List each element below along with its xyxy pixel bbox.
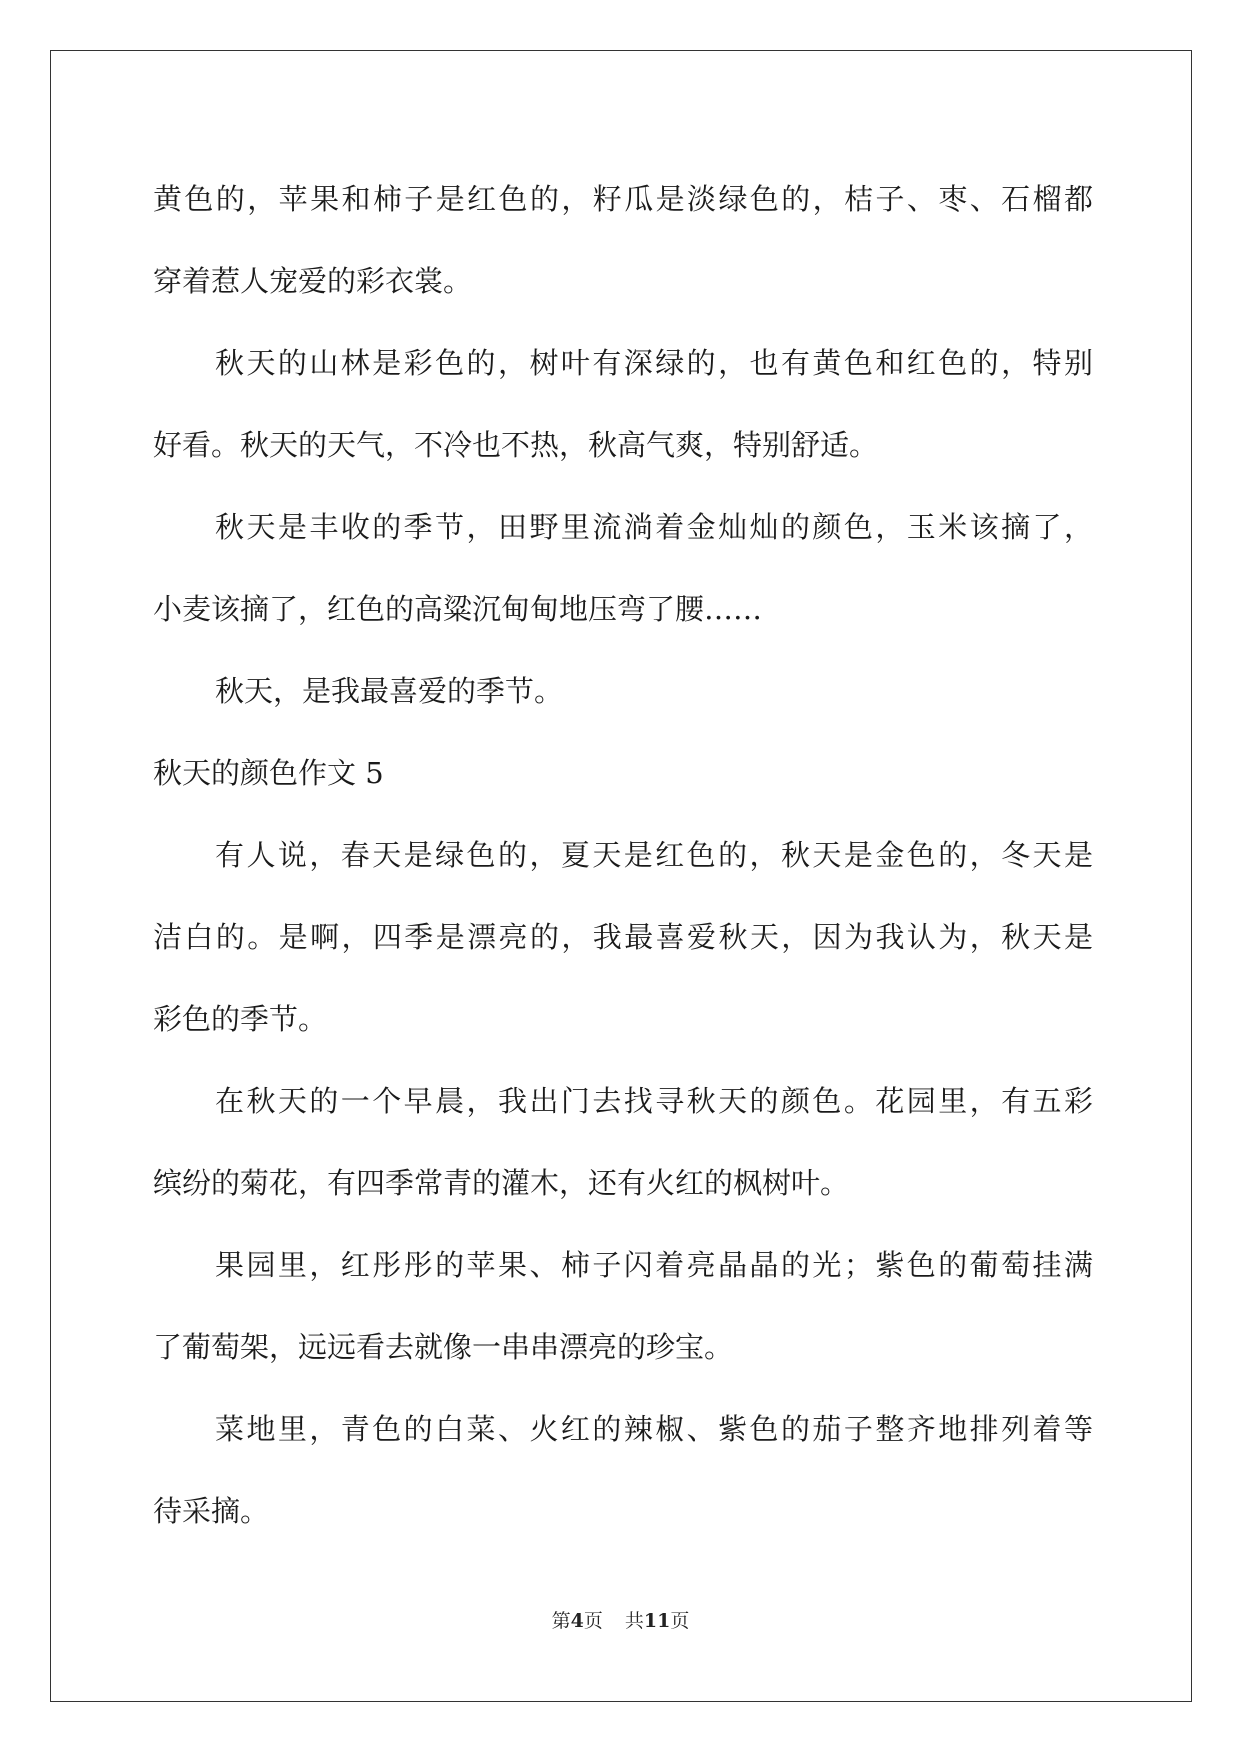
document-body: [153, 158, 1093, 1552]
text-line-15: 了葡萄架，远远看去就像一串串漂亮的珍宝。: [153, 1330, 734, 1364]
text-line-9: 有人说，春天是绿色的，夏天是红色的，秋天是金色的，冬天是: [215, 838, 1093, 872]
total-suffix: 页: [670, 1610, 690, 1632]
section-heading: 秋天的颜色作文 5: [153, 756, 384, 790]
text-line-7: 秋天，是我最喜爱的季节。: [215, 674, 564, 708]
text-line-5: 秋天是丰收的季节，田野里流淌着金灿灿的颜色，玉米该摘了，: [215, 510, 1093, 544]
page-suffix: 页: [583, 1610, 603, 1632]
text-line-12: 在秋天的一个早晨，我出门去找寻秋天的颜色。花园里，有五彩: [215, 1084, 1093, 1118]
text-line-17: 待采摘。: [153, 1494, 270, 1528]
text-line-4: 好看。秋天的天气，不冷也不热，秋高气爽，特别舒适。: [153, 428, 879, 462]
total-prefix: 共: [624, 1610, 644, 1632]
page-number: 4: [570, 1610, 584, 1632]
text-line-3: 秋天的山林是彩色的，树叶有深绿的，也有黄色和红色的，特别: [215, 346, 1093, 380]
text-line-10: 洁白的。是啊，四季是漂亮的，我最喜爱秋天，因为我认为，秋天是: [153, 920, 1093, 954]
text-line-16: 菜地里，青色的白菜、火红的辣椒、紫色的茄子整齐地排列着等: [215, 1412, 1093, 1446]
text-line-13: 缤纷的菊花，有四季常青的灌木，还有火红的枫树叶。: [153, 1166, 850, 1200]
page-prefix: 第: [551, 1610, 571, 1632]
text-line-11: 彩色的季节。: [153, 1002, 328, 1036]
text-line-14: 果园里，红彤彤的苹果、柿子闪着亮晶晶的光；紫色的葡萄挂满: [215, 1248, 1093, 1282]
text-line-2: 穿着惹人宠爱的彩衣裳。: [153, 264, 473, 298]
page-footer: [0, 1606, 1241, 1633]
total-pages: 11: [643, 1610, 671, 1632]
text-line-1: 黄色的，苹果和柿子是红色的，籽瓜是淡绿色的，桔子、枣、石榴都: [153, 182, 1093, 216]
text-line-6: 小麦该摘了，红色的高粱沉甸甸地压弯了腰……: [153, 592, 763, 626]
